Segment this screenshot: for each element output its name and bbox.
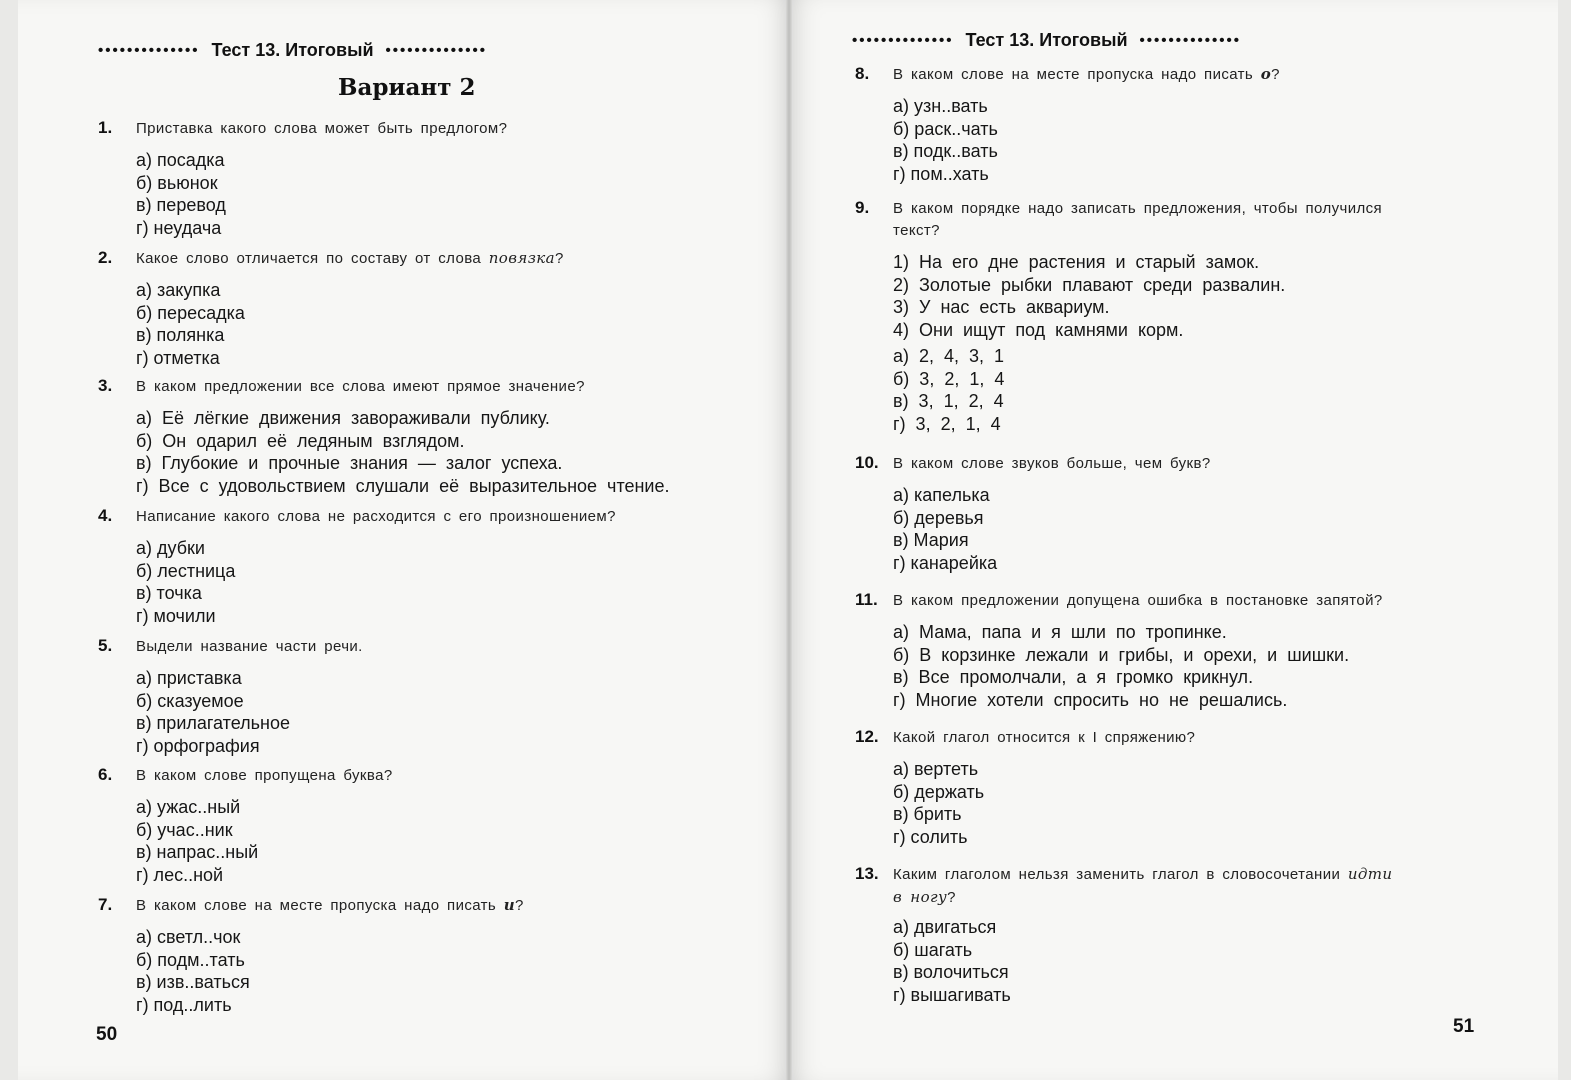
question-text: В каком порядке надо записать предложения, чтобы получился <box>893 200 1383 217</box>
question-number: 11. <box>855 590 878 609</box>
answer-option: г) Все с удовольствием слушали её выразительное чтение. <box>136 475 670 496</box>
header-dots-left: •••••••••••••• <box>852 32 954 49</box>
answer-option: г) вышагивать <box>893 984 1011 1005</box>
answer-option: г) пом..хать <box>893 163 989 184</box>
answer-option: в) Мария <box>893 530 969 550</box>
question-3 <box>98 376 670 497</box>
question-number: 4. <box>98 506 113 525</box>
header-title: Тест 13. Итоговый <box>211 40 374 60</box>
question-4 <box>98 506 616 627</box>
answer-option: б) сказуемое <box>136 690 244 711</box>
answer-option: б) учас..ник <box>136 819 233 840</box>
question-text: В каком слове на месте пропуска надо писать о? <box>893 65 1280 83</box>
answer-option: г) отметка <box>136 347 220 368</box>
question-text: Какое слово отличается по составу от слова повязка? <box>136 249 564 267</box>
answer-option: а) приставка <box>136 668 242 688</box>
statement: 3) У нас есть аквариум. <box>893 297 1110 317</box>
answer-option: а) Мама, папа и я шли по тропинке. <box>893 622 1227 642</box>
question-text: В каком предложении допущена ошибка в постановке запятой? <box>893 592 1383 609</box>
answer-option: а) узн..вать <box>893 96 988 116</box>
left-page-header <box>98 40 487 61</box>
question-number: 8. <box>855 64 870 83</box>
question-number: 10. <box>855 453 879 472</box>
answer-option: б) раск..чать <box>893 118 998 139</box>
answer-option: г) солить <box>893 826 968 847</box>
question-text: В каком слове звуков больше, чем букв? <box>893 455 1211 472</box>
question-5 <box>98 636 363 757</box>
answer-option: в) волочиться <box>893 962 1009 982</box>
answer-option: а) ужас..ный <box>136 797 241 817</box>
question-text: Приставка какого слова может быть предлогом? <box>136 120 508 137</box>
question-text: В каком предложении все слова имеют прямое значение? <box>136 378 585 395</box>
question-2 <box>98 247 564 369</box>
header-dots-right: •••••••••••••• <box>385 42 488 59</box>
page-number-right: 51 <box>1453 1016 1475 1037</box>
question-number: 7. <box>98 895 113 914</box>
answer-option: а) 2, 4, 3, 1 <box>893 346 1005 366</box>
question-number: 6. <box>98 765 113 784</box>
question-text-continued: в ногу? <box>893 888 956 906</box>
statement: 2) Золотые рыбки плавают среди развалин. <box>893 274 1286 295</box>
answer-option: б) Он одарил её ледяным взглядом. <box>136 430 465 451</box>
question-7 <box>98 894 524 1016</box>
question-8 <box>855 63 1280 185</box>
header-title: Тест 13. Итоговый <box>965 30 1128 50</box>
answer-option: б) шагать <box>893 939 973 960</box>
answer-option: б) деревья <box>893 507 984 528</box>
question-11 <box>855 590 1383 711</box>
answer-option: в) напрас..ный <box>136 842 259 862</box>
answer-option: в) полянка <box>136 325 225 345</box>
emphasized-letter: и <box>503 896 516 914</box>
question-text: Выдели название части речи. <box>136 638 363 655</box>
emphasized-word: идти <box>1347 865 1393 883</box>
statement: 1) На его дне растения и старый замок. <box>893 252 1260 272</box>
question-number: 2. <box>98 248 113 267</box>
question-number: 5. <box>98 636 113 655</box>
question-text-continued: текст? <box>893 222 940 239</box>
answer-option: б) подм..тать <box>136 949 245 970</box>
answer-option: в) брить <box>893 804 962 824</box>
question-1 <box>98 118 507 239</box>
question-text: В каком слове на месте пропуска надо писать и? <box>136 896 524 914</box>
question-text: Какой глагол относится к I спряжению? <box>893 729 1196 746</box>
answer-option: в) 3, 1, 2, 4 <box>893 391 1004 411</box>
answer-option: б) держать <box>893 781 985 802</box>
question-9 <box>855 198 1382 435</box>
answer-option: б) В корзинке лежали и грибы, и орехи, и шишки. <box>893 644 1350 665</box>
answer-option: а) закупка <box>136 280 221 300</box>
answer-option: а) Её лёгкие движения завораживали публику. <box>136 408 550 428</box>
variant-title: Вариант 2 <box>338 74 476 101</box>
question-number: 9. <box>855 198 870 217</box>
question-12 <box>855 727 1195 848</box>
answer-option: г) орфография <box>136 735 260 756</box>
question-number: 3. <box>98 376 113 395</box>
answer-option: г) канарейка <box>893 552 998 573</box>
question-10 <box>855 453 1211 574</box>
question-text: В каком слове пропущена буква? <box>136 767 393 784</box>
answer-option: б) вьюнок <box>136 172 218 193</box>
answer-option: г) мочили <box>136 605 216 626</box>
question-13 <box>855 863 1393 1006</box>
answer-option: в) прилагательное <box>136 713 290 733</box>
emphasized-letter: о <box>1260 65 1272 83</box>
question-number: 12. <box>855 727 879 746</box>
page-number-left: 50 <box>96 1024 118 1045</box>
answer-option: в) изв..ваться <box>136 972 250 992</box>
header-dots-left: •••••••••••••• <box>98 42 200 59</box>
header-dots-right: •••••••••••••• <box>1139 32 1242 49</box>
answer-option: г) Многие хотели спросить но не решались. <box>893 689 1288 710</box>
book-gutter <box>786 0 792 1080</box>
question-number: 1. <box>98 118 113 137</box>
answer-option: а) дубки <box>136 538 205 558</box>
question-6 <box>98 765 393 886</box>
emphasized-word: в ногу <box>893 888 948 906</box>
answer-option: г) неудача <box>136 217 222 238</box>
answer-option: а) посадка <box>136 150 225 170</box>
answer-option: а) вертеть <box>893 759 979 779</box>
answer-option: б) лестница <box>136 560 236 581</box>
answer-option: г) под..лить <box>136 994 232 1015</box>
answer-option: в) точка <box>136 583 202 603</box>
answer-option: в) Все промолчали, а я громко крикнул. <box>893 667 1254 687</box>
question-text: Написание какого слова не расходится с его произношением? <box>136 508 616 525</box>
answer-option: в) Глубокие и прочные знания — залог успеха. <box>136 453 563 473</box>
answer-option: г) 3, 2, 1, 4 <box>893 413 1001 434</box>
answer-option: б) пересадка <box>136 302 245 323</box>
emphasized-word: повязка <box>488 249 555 267</box>
answer-option: а) светл..чок <box>136 927 241 947</box>
answer-option: г) лес..ной <box>136 864 224 885</box>
answer-option: в) подк..вать <box>893 141 998 161</box>
answer-option: а) двигаться <box>893 917 997 937</box>
answer-option: в) перевод <box>136 195 226 215</box>
question-text: Каким глаголом нельзя заменить глагол в словосочетании идти <box>893 865 1393 883</box>
question-number: 13. <box>855 864 879 883</box>
right-page-header <box>852 30 1241 51</box>
answer-option: а) капелька <box>893 485 990 505</box>
statement: 4) Они ищут под камнями корм. <box>893 319 1184 340</box>
answer-option: б) 3, 2, 1, 4 <box>893 368 1005 389</box>
